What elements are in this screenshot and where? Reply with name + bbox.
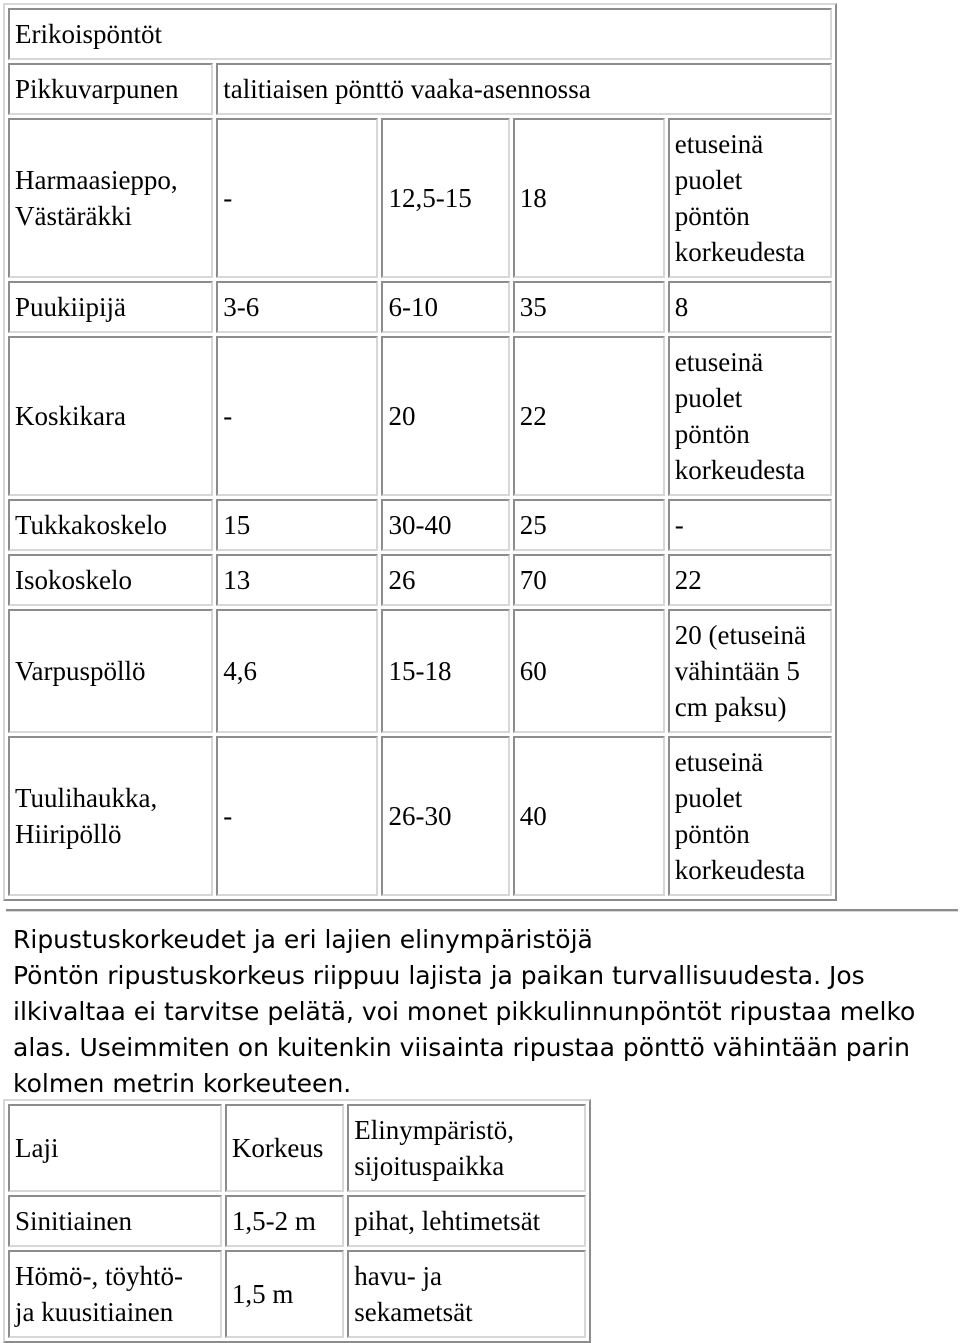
table-cell: etuseinä puolet pöntön korkeudesta [668,336,832,496]
species-cell: Puukiipijä [8,281,213,333]
table-cell: 26 [381,554,509,606]
table-cell: 18 [513,118,665,278]
table-cell: - [216,736,378,896]
column-header: Laji [8,1104,222,1192]
table-cell: - [668,499,832,551]
horizontal-divider [6,909,958,912]
species-cell: Isokoskelo [8,554,213,606]
table-cell: 15 [216,499,378,551]
table-cell: 60 [513,609,665,733]
species-cell: Varpuspöllö [8,609,213,733]
table-subheader-row [8,63,832,115]
table-row [8,499,832,551]
column-header: Korkeus [225,1104,344,1192]
paragraph-line: ilkivaltaa ei tarvitse pelätä, voi monet pikkulinnunpöntöt ripustaa melko [13,997,916,1026]
table-cell: 1,5 m [225,1250,344,1338]
table-header-row [8,8,832,60]
paragraph-line: alas. Useimmiten on kuitenkin viisainta ripustaa pönttö vähintään parin [13,1033,910,1062]
table-cell: 22 [513,336,665,496]
table-cell: pihat, lehtimetsät [347,1195,586,1247]
table-cell: 22 [668,554,832,606]
table-cell: 30-40 [381,499,509,551]
table-cell: 12,5-15 [381,118,509,278]
table-header-row [8,1104,586,1192]
table-cell: 3-6 [216,281,378,333]
table-row [8,281,832,333]
table-cell: 20 (etuseinä vähintään 5 cm paksu) [668,609,832,733]
table-row [8,736,832,896]
table-cell: 20 [381,336,509,496]
table-cell: 35 [513,281,665,333]
table-cell: 70 [513,554,665,606]
table-row [8,554,832,606]
species-cell: Koskikara [8,336,213,496]
nest-box-table [3,3,837,901]
table-header-cell: Erikoispöntöt [8,8,832,60]
note-cell: talitiaisen pönttö vaaka-asennossa [216,63,832,115]
species-cell: Pikkuvarpunen [8,63,213,115]
table-cell: 40 [513,736,665,896]
species-cell: Harmaasieppo, Västäräkki [8,118,213,278]
table-cell: 4,6 [216,609,378,733]
table-cell: 25 [513,499,665,551]
section-paragraph [13,958,948,1102]
table-cell: 13 [216,554,378,606]
table-cell: etuseinä puolet pöntön korkeudesta [668,736,832,896]
species-cell: Tuulihaukka, Hiiripöllö [8,736,213,896]
section-heading: Ripustuskorkeudet ja eri lajien elinympäristöjä [13,925,593,954]
table-cell: - [216,336,378,496]
table-row [8,609,832,733]
paragraph-line: kolmen metrin korkeuteen. [13,1069,352,1098]
hanging-height-table [3,1099,591,1343]
table-cell: 1,5-2 m [225,1195,344,1247]
table-cell: 6-10 [381,281,509,333]
table-row [8,1250,586,1338]
table-cell: etuseinä puolet pöntön korkeudesta [668,118,832,278]
table-cell: havu- ja sekametsät [347,1250,586,1338]
species-cell: Hömö-, töyhtö- ja kuusitiainen [8,1250,222,1338]
table-cell: 8 [668,281,832,333]
paragraph-line: Pöntön ripustuskorkeus riippuu lajista ja paikan turvallisuudesta. Jos [13,961,865,990]
table-row [8,336,832,496]
table-row [8,1195,586,1247]
table-cell: 26-30 [381,736,509,896]
table-row [8,118,832,278]
column-header: Elinympäristö, sijoituspaikka [347,1104,586,1192]
species-cell: Tukkakoskelo [8,499,213,551]
species-cell: Sinitiainen [8,1195,222,1247]
table-cell: 15-18 [381,609,509,733]
table-cell: - [216,118,378,278]
